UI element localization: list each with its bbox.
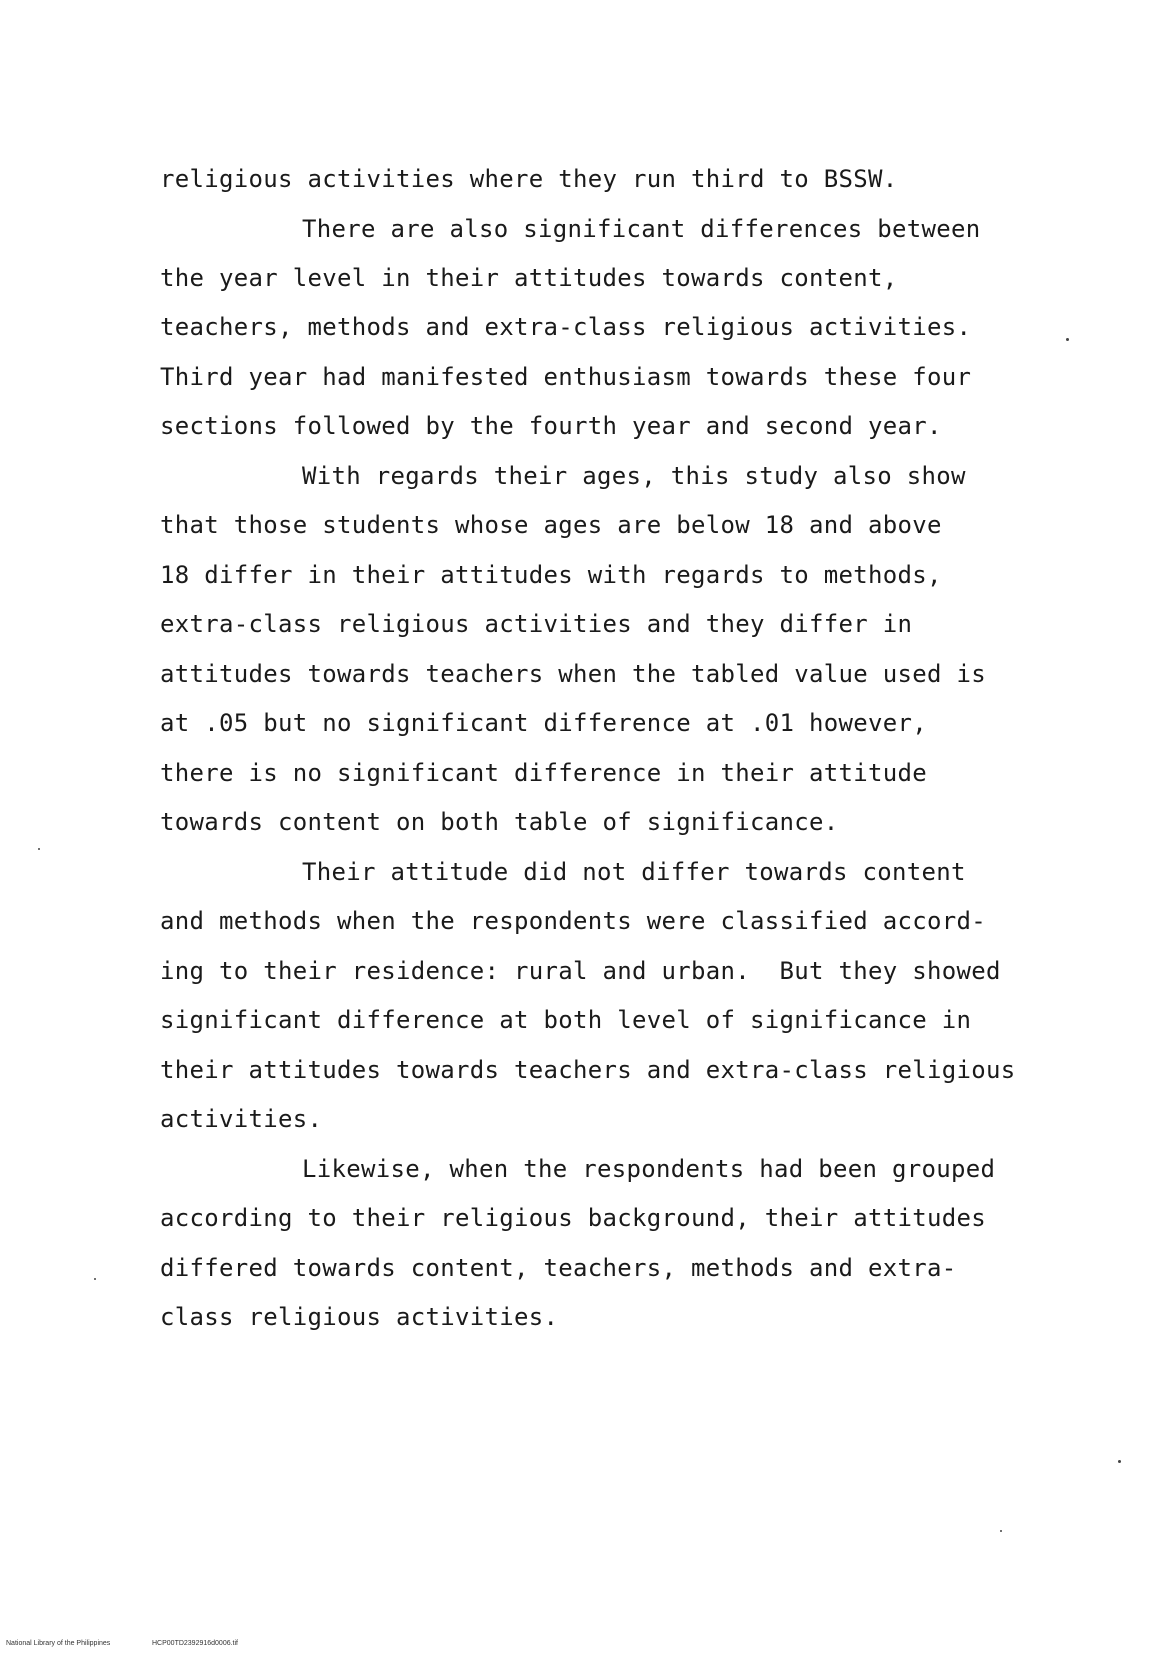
scan-speck xyxy=(1000,1530,1002,1532)
text-line: and methods when the respondents were classified accord- xyxy=(160,907,986,935)
paragraph-first-line: Their attitude did not differ towards content xyxy=(302,858,966,886)
text-line: ing to their residence: rural and urban. But they showed xyxy=(160,957,1001,985)
text-line: at .05 but no significant difference at .01 however, xyxy=(160,709,927,737)
text-line: teachers, methods and extra-class religious activities. xyxy=(160,313,972,341)
scan-speck xyxy=(94,1278,96,1280)
text-line: sections followed by the fourth year and second year. xyxy=(160,412,942,440)
paragraph-first-line: With regards their ages, this study also show xyxy=(302,462,966,490)
text-line: class religious activities. xyxy=(160,1303,559,1331)
text-line: according to their religious background, their attitudes xyxy=(160,1204,986,1232)
scan-speck xyxy=(1118,1460,1121,1463)
text-line: their attitudes towards teachers and extra-class religious xyxy=(160,1056,1016,1084)
text-line: attitudes towards teachers when the tabled value used is xyxy=(160,660,986,688)
text-line: 18 differ in their attitudes with regards to methods, xyxy=(160,561,942,589)
text-line: religious activities where they run third to BSSW. xyxy=(160,165,898,193)
scan-speck xyxy=(1066,338,1069,341)
text-line: differed towards content, teachers, methods and extra- xyxy=(160,1254,957,1282)
text-line: that those students whose ages are below 18 and above xyxy=(160,511,942,539)
text-line: activities. xyxy=(160,1105,323,1133)
text-line: towards content on both table of significance. xyxy=(160,808,839,836)
text-line: the year level in their attitudes towards content, xyxy=(160,264,898,292)
text-line: significant difference at both level of significance in xyxy=(160,1006,972,1034)
text-line: there is no significant difference in their attitude xyxy=(160,759,927,787)
text-line: extra-class religious activities and they differ in xyxy=(160,610,913,638)
footer-file-id: HCP00TD2392916d0006.tif xyxy=(152,1640,239,1647)
paragraph-first-line: Likewise, when the respondents had been grouped xyxy=(302,1155,996,1183)
footer-library-name: National Library of the Philippines xyxy=(6,1640,111,1647)
scan-speck xyxy=(38,848,40,850)
paragraph-first-line: There are also significant differences between xyxy=(302,215,981,243)
text-line: Third year had manifested enthusiasm towards these four xyxy=(160,363,972,391)
